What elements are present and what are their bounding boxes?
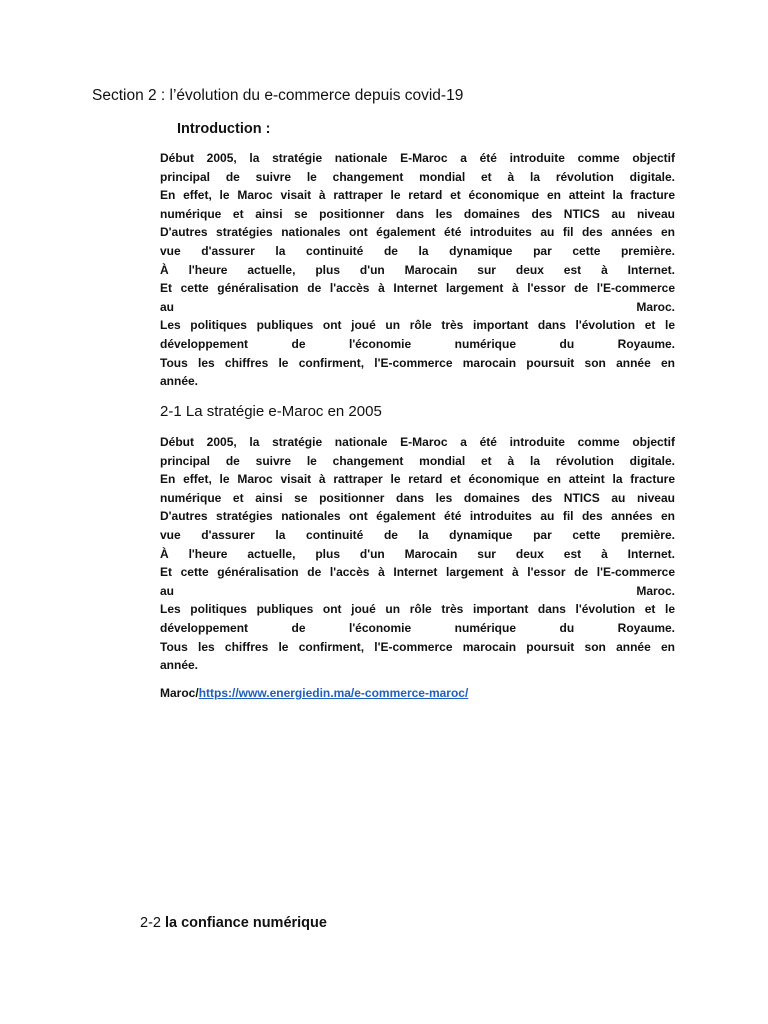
introduction-paragraph xyxy=(160,149,675,391)
paragraph-line: principal de suivre le changement mondial et à la révolution digitale. xyxy=(160,453,675,468)
paragraph-line: D'autres stratégies nationales ont également été introduites au fil des années en xyxy=(160,225,675,240)
paragraph-line: numérique et ainsi se positionner dans les domaines des NTICS au niveau xyxy=(160,490,675,505)
source-reference xyxy=(160,684,468,702)
paragraph-line: Et cette généralisation de l'accès à Internet largement à l'essor de l'E-commerce xyxy=(160,281,675,296)
paragraph-line: Les politiques publiques ont joué un rôle très important dans l'évolution et le xyxy=(160,602,675,617)
paragraph-line: vue d'assurer la continuité de la dynamique par cette première. xyxy=(160,527,675,542)
source-link[interactable]: https://www.energiedin.ma/e-commerce-maroc/ xyxy=(198,686,469,700)
paragraph-line: principal de suivre le changement mondial et à la révolution digitale. xyxy=(160,169,675,184)
paragraph-line: À l'heure actuelle, plus d'un Marocain sur deux est à Internet. xyxy=(160,262,675,277)
paragraph-line: développement de l'économie numérique du Royaume. xyxy=(160,620,675,635)
paragraph-line: Début 2005, la stratégie nationale E-Maroc a été introduite comme objectif xyxy=(160,151,675,165)
paragraph-line: développement de l'économie numérique du Royaume. xyxy=(160,336,675,351)
subsection-1-heading: 2-1 La stratégie e-Maroc en 2005 xyxy=(160,403,382,420)
paragraph-line: Et cette généralisation de l'accès à Internet largement à l'essor de l'E-commerce xyxy=(160,565,675,580)
paragraph-line: Les politiques publiques ont joué un rôle très important dans l'évolution et le xyxy=(160,318,675,333)
paragraph-line: En effet, le Maroc visait à rattraper le retard et économique en atteint la fracture xyxy=(160,472,675,487)
subsection-2-number: 2-2 xyxy=(140,915,161,931)
paragraph-line: année. xyxy=(160,658,199,673)
paragraph-line: À l'heure actuelle, plus d'un Marocain sur deux est à Internet. xyxy=(160,546,675,561)
paragraph-line: numérique et ainsi se positionner dans les domaines des NTICS au niveau xyxy=(160,206,675,221)
paragraph-line: Tous les chiffres le confirment, l'E-commerce marocain poursuit son année en xyxy=(160,639,675,654)
subsection-2-title: la confiance numérique xyxy=(165,915,327,931)
paragraph-line: D'autres stratégies nationales ont également été introduites au fil des années en xyxy=(160,509,675,524)
section-title: Section 2 : l’évolution du e-commerce depuis covid-19 xyxy=(92,87,464,104)
paragraph-line: Tous les chiffres le confirment, l'E-commerce marocain poursuit son année en xyxy=(160,355,675,370)
paragraph-line: au Maroc. xyxy=(160,299,675,314)
paragraph-line: Début 2005, la stratégie nationale E-Maroc a été introduite comme objectif xyxy=(160,435,675,449)
paragraph-line: année. xyxy=(160,374,199,389)
paragraph-line: En effet, le Maroc visait à rattraper le retard et économique en atteint la fracture xyxy=(160,188,675,203)
subsection-1-paragraph xyxy=(160,433,675,675)
introduction-heading: Introduction : xyxy=(177,121,271,137)
paragraph-line: vue d'assurer la continuité de la dynamique par cette première. xyxy=(160,243,675,258)
paragraph-line: au Maroc. xyxy=(160,583,675,598)
subsection-2-heading xyxy=(140,913,327,933)
source-prefix: Maroc/ xyxy=(160,686,199,700)
